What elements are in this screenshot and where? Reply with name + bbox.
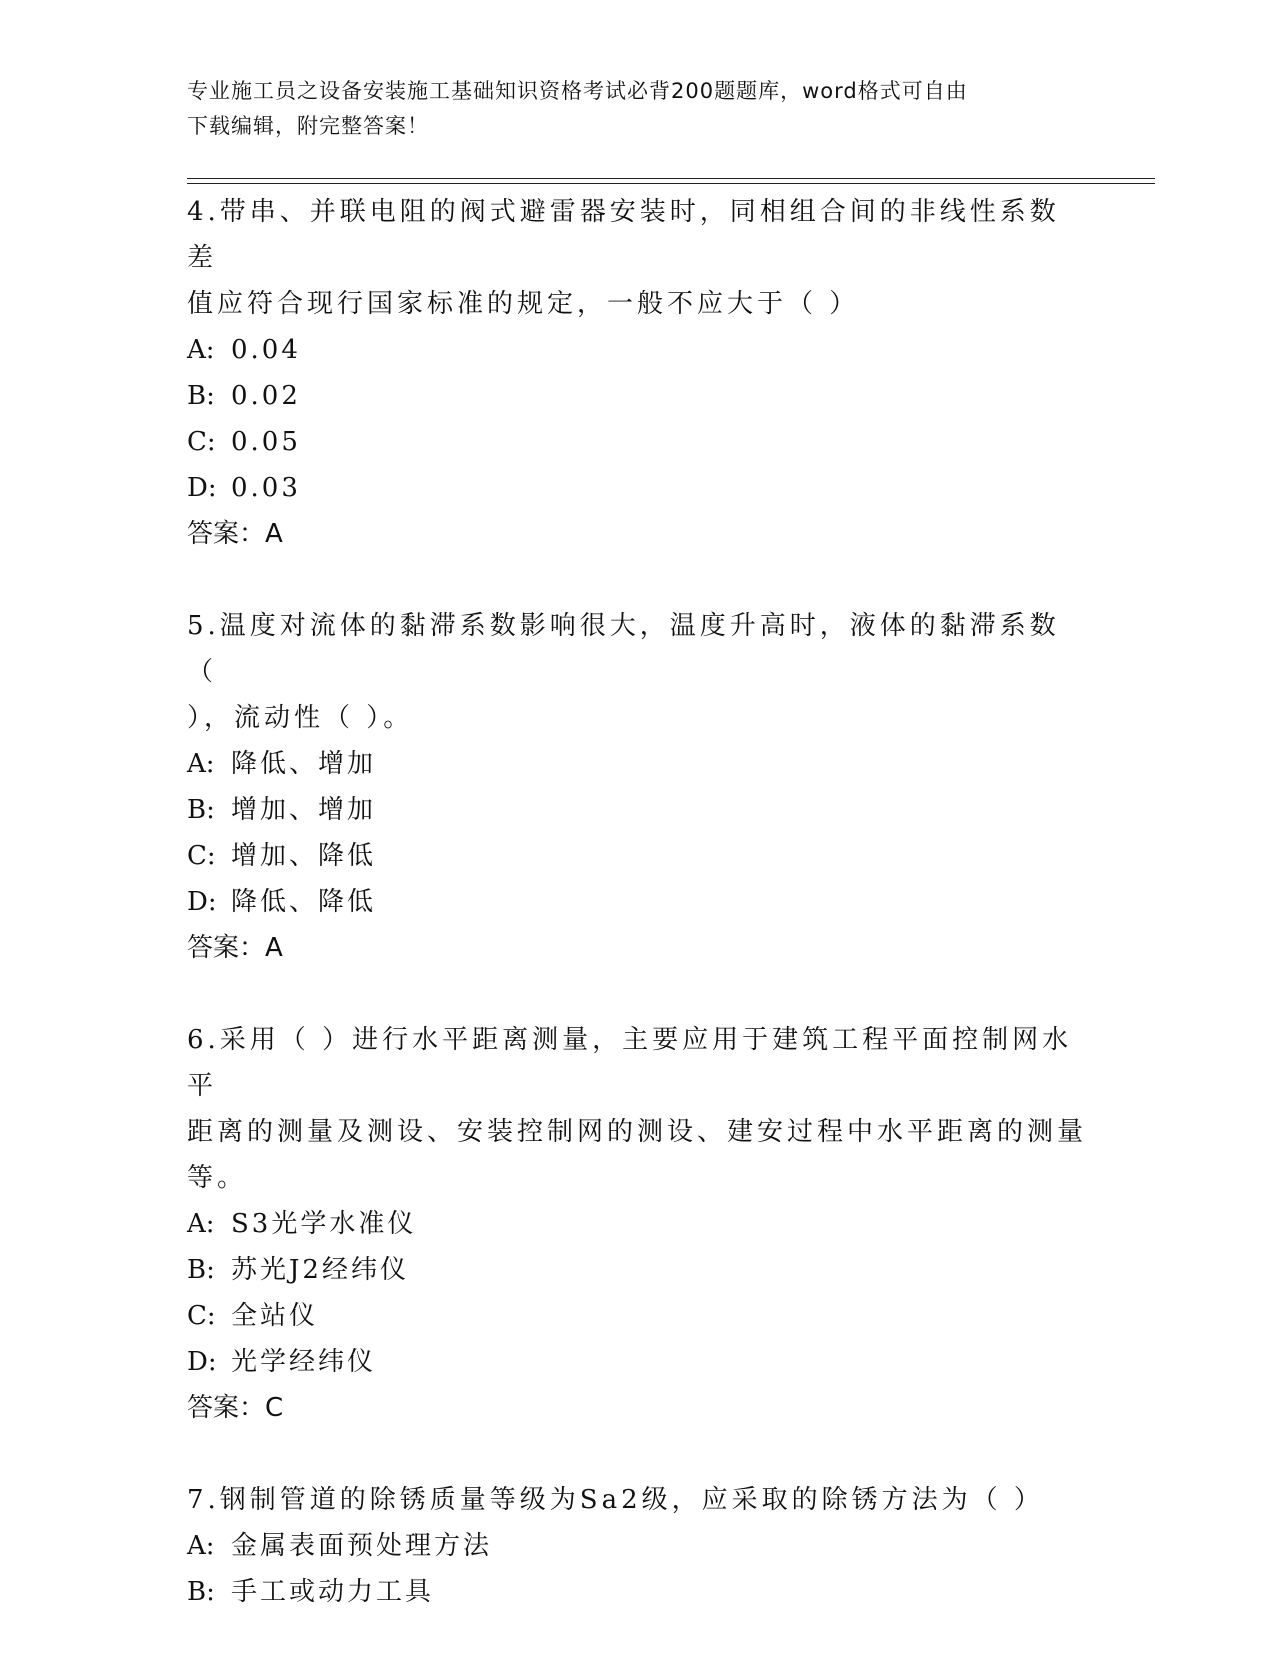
option-text: 0.04 (231, 335, 301, 365)
question-stem-line: 距离的测量及测设、安装控制网的测设、建安过程中水平距离的测量 (187, 1117, 1088, 1147)
option-key: D: (187, 1347, 217, 1377)
header-divider-bottom (187, 183, 1155, 184)
option-key: A: (187, 1209, 215, 1239)
answer-option (187, 833, 1087, 879)
question-stem-line: 5.温度对流体的黏滞系数影响很大，温度升高时，液体的黏滞系数（ (187, 611, 1060, 687)
option-key: D: (187, 473, 217, 503)
option-text: 全站仪 (231, 1301, 319, 1331)
option-key: B: (187, 1577, 215, 1607)
answer-option (187, 327, 1087, 373)
option-text: 手工或动力工具 (231, 1577, 435, 1607)
document-header (187, 74, 1077, 144)
option-key: D: (187, 887, 217, 917)
question-stem-line: 值应符合现行国家标准的规定，一般不应大于（ ） (187, 289, 860, 319)
option-key: A: (187, 749, 215, 779)
option-text: 降低、增加 (231, 749, 377, 779)
option-key: C: (187, 1301, 216, 1331)
option-key: A: (187, 335, 215, 365)
answer-option (187, 1293, 1087, 1339)
answer-option (187, 373, 1087, 419)
option-text: 增加、降低 (231, 841, 377, 871)
option-key: C: (187, 841, 216, 871)
question-stem-line: ），流动性（ ）。 (187, 703, 414, 733)
option-text: 0.05 (231, 427, 301, 457)
answer-option (187, 1569, 1087, 1615)
answer-option (187, 419, 1087, 465)
header-line-2: 下载编辑，附完整答案！ (187, 114, 429, 138)
question-list (187, 189, 1087, 1661)
option-key: C: (187, 427, 216, 457)
header-line-1: 专业施工员之设备安装施工基础知识资格考试必背200题题库，word格式可自由 (187, 79, 968, 103)
option-text: S3光学水准仪 (231, 1209, 417, 1239)
option-text: 增加、增加 (231, 795, 377, 825)
answer-option (187, 1523, 1087, 1569)
answer-option (187, 879, 1087, 925)
question-block (187, 1477, 1087, 1615)
question-block (187, 189, 1087, 557)
option-key: B: (187, 381, 215, 411)
answer-option (187, 1339, 1087, 1385)
answer-option (187, 1201, 1087, 1247)
answer-option (187, 741, 1087, 787)
answer-option (187, 1247, 1087, 1293)
option-key: B: (187, 1255, 215, 1285)
header-divider-top (187, 178, 1155, 179)
option-text: 苏光J2经纬仪 (231, 1255, 409, 1285)
option-key: A: (187, 1531, 215, 1561)
answer-option (187, 465, 1087, 511)
answer-line: 答案：A (187, 519, 283, 549)
answer-line: 答案：A (187, 933, 283, 963)
option-text: 0.03 (231, 473, 301, 503)
option-text: 金属表面预处理方法 (231, 1531, 493, 1561)
option-text: 降低、降低 (231, 887, 377, 917)
option-text: 光学经纬仪 (231, 1347, 377, 1377)
question-block (187, 1017, 1087, 1431)
question-block (187, 603, 1087, 971)
option-key: B: (187, 795, 215, 825)
answer-option (187, 787, 1087, 833)
question-stem-line: 6.采用（ ）进行水平距离测量，主要应用于建筑工程平面控制网水平 (187, 1025, 1073, 1101)
question-stem-line: 7.钢制管道的除锈质量等级为Sa2级，应采取的除锈方法为（ ） (187, 1485, 1044, 1515)
option-text: 0.02 (231, 381, 301, 411)
question-stem-line: 等。 (187, 1163, 248, 1193)
question-stem-line: 4.带串、并联电阻的阀式避雷器安装时，同相组合间的非线性系数差 (187, 197, 1060, 273)
answer-line: 答案：C (187, 1393, 284, 1423)
